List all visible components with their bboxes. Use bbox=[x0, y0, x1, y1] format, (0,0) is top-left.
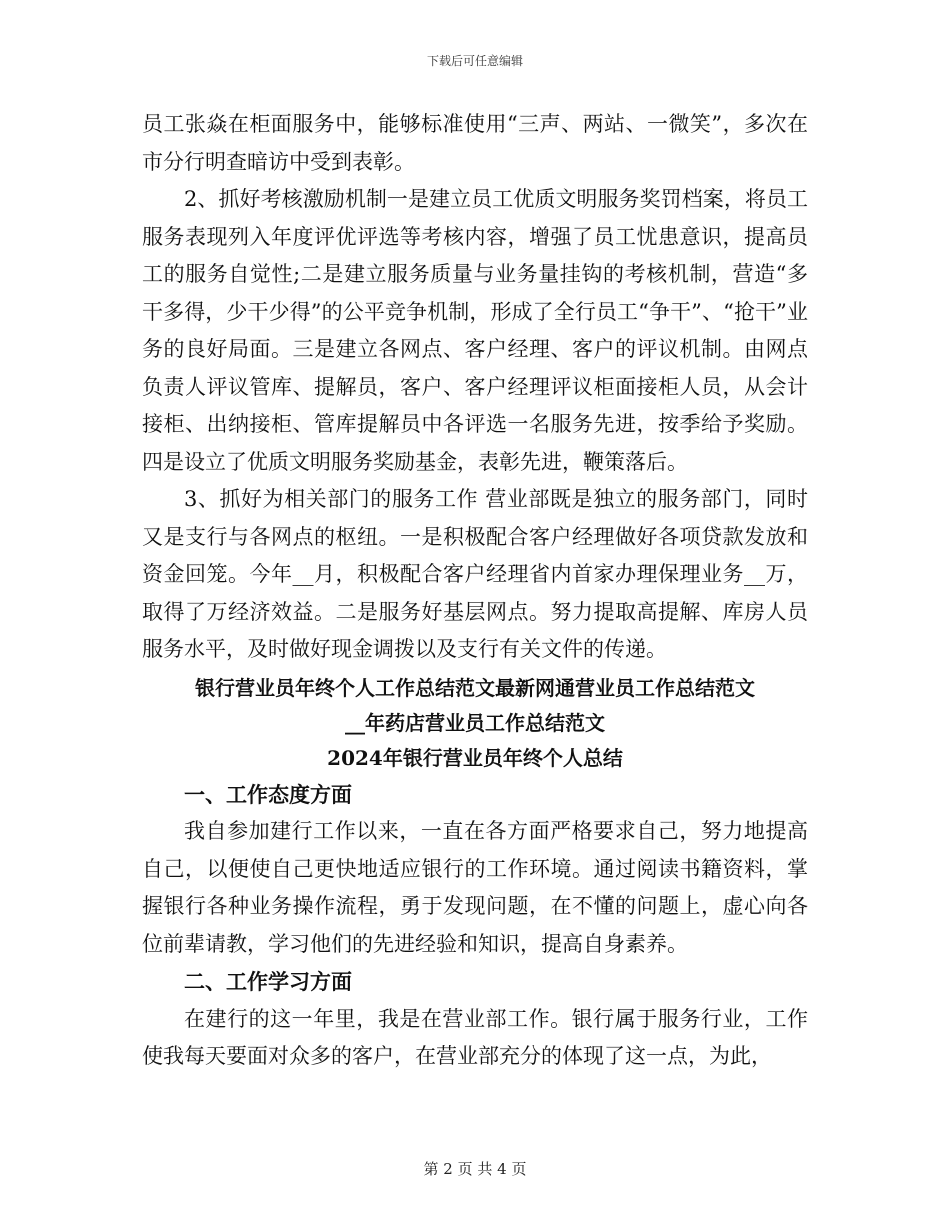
section-heading-attitude: 一、工作态度方面 bbox=[184, 781, 352, 807]
paragraph-department-service: 3、抓好为相关部门的服务工作 营业部既是独立的服务部门，同时又是支行与各网点的枢纽。一是积极配合客户经理做好各项贷款发放和资金回笼。今年__月，积极配合客户经理省内首家办理保理业务__万，取得了万经济效益。二是服务好基层网点。努力提取高提解、库房人员服务水平，及时做好现金调拨以及支行有关文件的传递。 bbox=[142, 487, 808, 661]
paragraph-continuation: 员工张焱在柜面服务中，能够标准使用“三声、两站、一微笑”，多次在市分行明查暗访中受到表彰。 bbox=[142, 112, 808, 174]
article-title: 2024年银行营业员年终个人总结 bbox=[327, 745, 623, 770]
section-heading-learning: 二、工作学习方面 bbox=[184, 969, 352, 994]
related-article-title-1: 银行营业员年终个人工作总结范文最新网通营业员工作总结范文 bbox=[195, 675, 755, 700]
document-body bbox=[142, 106, 808, 1076]
paragraph-attitude: 我自参加建行工作以来，一直在各方面严格要求自己，努力地提高自己，以便使自己更快地适应银行的工作环境。通过阅读书籍资料，掌握银行各种业务操作流程，勇于发现问题，在不懂的问题上，虚心向各位前辈请教，学习他们的先进经验和知识，提高自身素养。 bbox=[142, 819, 808, 956]
related-article-title-2: __年药店营业员工作总结范文 bbox=[345, 710, 605, 735]
paragraph-learning: 在建行的这一年里，我是在营业部工作。银行属于服务行业，工作使我每天要面对众多的客户，在营业部充分的体现了这一点，为此， bbox=[142, 1006, 808, 1068]
page-header: 下载后可任意编辑 bbox=[426, 54, 523, 68]
paragraph-incentive-mechanism: 2、抓好考核激励机制一是建立员工优质文明服务奖罚档案，将员工服务表现列入年度评优评选等考核内容，增强了员工忧患意识，提高员工的服务自觉性;二是建立服务质量与业务量挂钩的考核机制，营造“多干多得，少干少得”的公平竞争机制，形成了全行员工“争干”、“抢干”业务的良好局面。三是建立各网点、客户经理、客户的评议机制。由网点负责人评议管库、提解员，客户、客户经理评议柜面接柜人员，从会计接柜、出纳接柜、管库提解员中各评选一名服务先进，按季给予奖励。四是设立了优质文明服务奖励基金，表彰先进，鞭策落后。 bbox=[142, 187, 808, 474]
page-footer: 第 2 页 共 4 页 bbox=[423, 1160, 527, 1178]
